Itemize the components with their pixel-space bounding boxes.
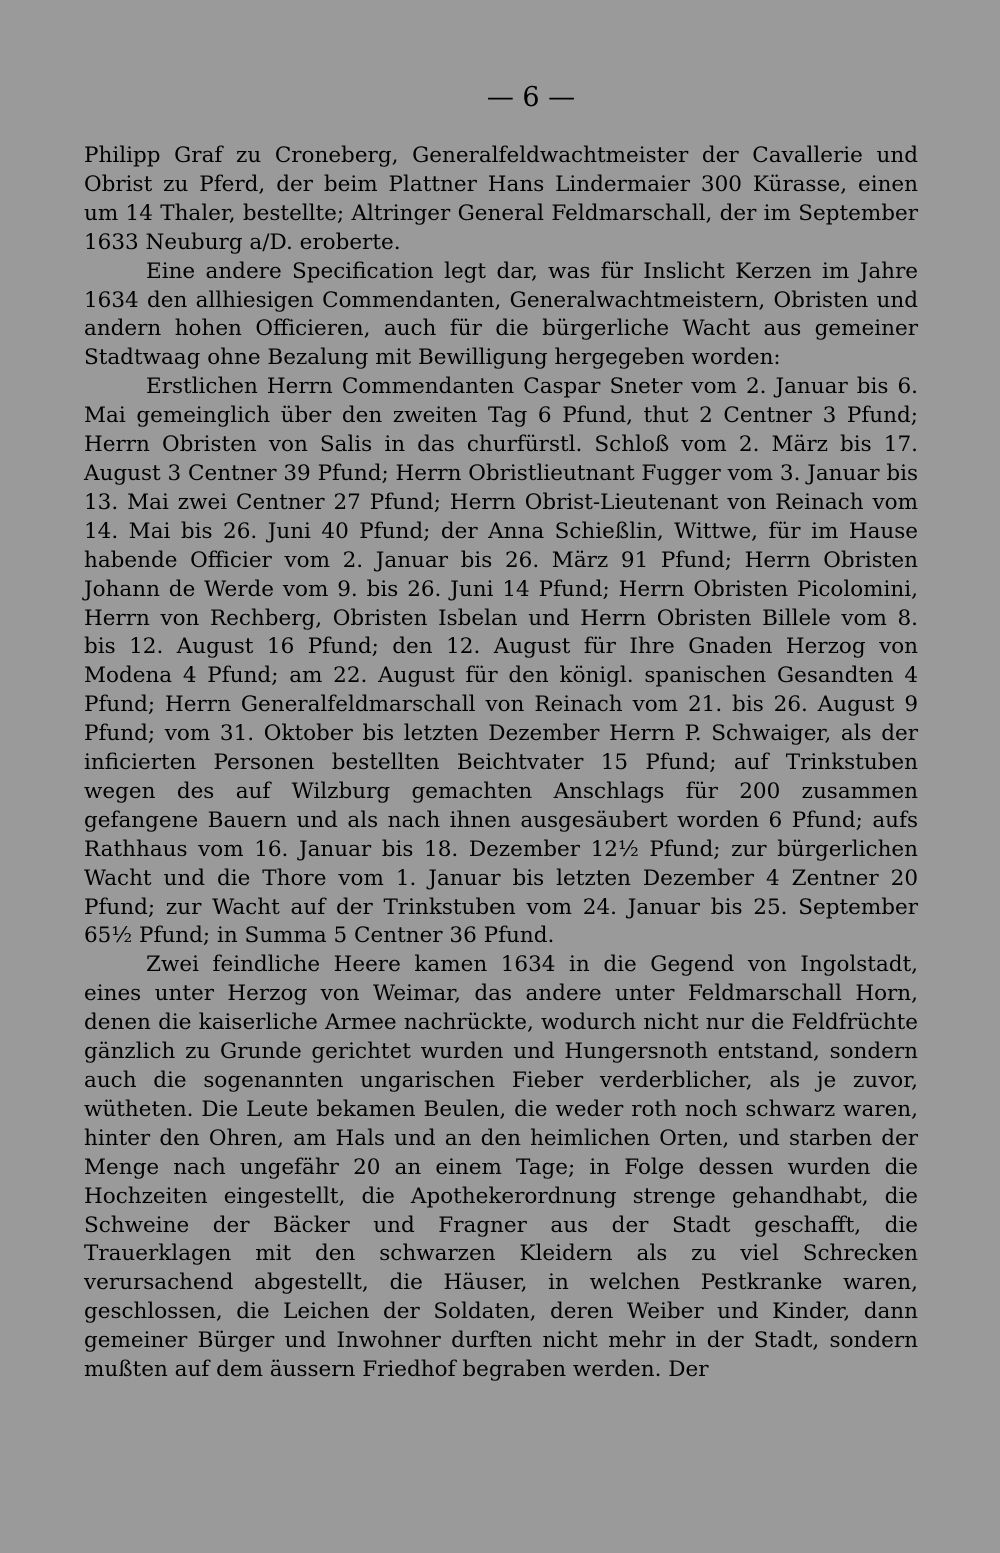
paragraph-3: Erstlichen Herrn Commendanten Caspar Sneter vom 2. Januar bis 6. Mai gemeinglich über den zweiten Tag 6 Pfund, thut 2 Centner 3 Pfund; Herrn Obristen von Salis in das churfürstl. Schloß vom 2. März bis 17. August 3 Centner 39 Pfund; Herrn Obristlieutnant Fugger vom 3. Januar bis 13. Mai zwei Centner 27 Pfund; Herrn Obrist-Lieutenant von Reinach vom 14. Mai bis 26. Juni 40 Pfund; der Anna Schießlin, Wittwe, für im Hause habende Officier vom 2. Januar bis 26. März 91 Pfund; Herrn Obristen Johann de Werde vom 9. bis 26. Juni 14 Pfund; Herrn Obristen Picolomini, Herrn von Rechberg, Obristen Isbelan und Herrn Obristen Billele vom 8. bis 12. August 16 Pfund; den 12. August für Ihre Gnaden Herzog von Modena 4 Pfund; am 22. August für den königl. spanischen Gesandten 4 Pfund; Herrn Generalfeldmarschall von Reinach vom 21. bis 26. August 9 Pfund; vom 31. Oktober bis letzten Dezember Herrn P. Schwaiger, als der inficierten Personen bestellten Beichtvater 15 Pfund; auf Trinkstuben wegen des auf Wilzburg gemachten Anschlags für 200 zusammen gefangene Bauern und als nach ihnen ausgesäubert worden 6 Pfund; aufs Rathhaus vom 16. Januar bis 18. Dezember 12½ Pfund; zur bürgerlichen Wacht und die Thore vom 1. Januar bis letzten Dezember 4 Zentner 20 Pfund; zur Wacht auf der Trinkstuben vom 24. Januar bis 25. September 65½ Pfund; in Summa 5 Centner 36 Pfund. [84, 374, 918, 949]
paragraph-2: Eine andere Specification legt dar, was für Inslicht Kerzen im Jahre 1634 den allhiesigen Commendanten, Generalwachtmeistern, Obristen und andern hohen Officieren, auch für die bürgerliche Wacht aus gemeiner Stadtwaag ohne Bezalung mit Bewilligung hergegeben worden: [84, 258, 918, 371]
document-page [84, 78, 918, 1385]
page-number: — 6 — [486, 82, 576, 113]
paragraph-4: Zwei feindliche Heere kamen 1634 in die Gegend von Ingolstadt, eines unter Herzog von Weimar, das andere unter Feldmarschall Horn, denen die kaiserliche Armee nachrückte, wodurch nicht nur die Feldfrüchte gänzlich zu Grunde gerichtet wurden und Hungersnoth entstand, sondern auch die sogenannten ungarischen Fieber verderblicher, als je zuvor, wütheten. Die Leute bekamen Beulen, die weder roth noch schwarz waren, hinter den Ohren, am Hals und an den heimlichen Orten, und starben der Menge nach ungefähr 20 an einem Tage; in Folge dessen wurden die Hochzeiten eingestellt, die Apothekerordnung strenge gehandhabt, die Schweine der Bäcker und Fragner aus der Stadt geschafft, die Trauerklagen mit den schwarzen Kleidern als zu viel Schrecken verursachend abgestellt, die Häuser, in welchen Pestkranke waren, geschlossen, die Leichen der Soldaten, deren Weiber und Kinder, dann gemeiner Bürger und Inwohner durften nicht mehr in der Stadt, sondern mußten auf dem äussern Friedhof begraben werden. Der [84, 952, 918, 1383]
paragraph-1: Philipp Graf zu Croneberg, Generalfeldwachtmeister der Cavallerie und Obrist zu Pferd, der beim Plattner Hans Lindermaier 300 Kürasse, einen um 14 Thaler, bestellte; Altringer General Feldmarschall, der im September 1633 Neuburg a/D. eroberte. [84, 143, 918, 255]
